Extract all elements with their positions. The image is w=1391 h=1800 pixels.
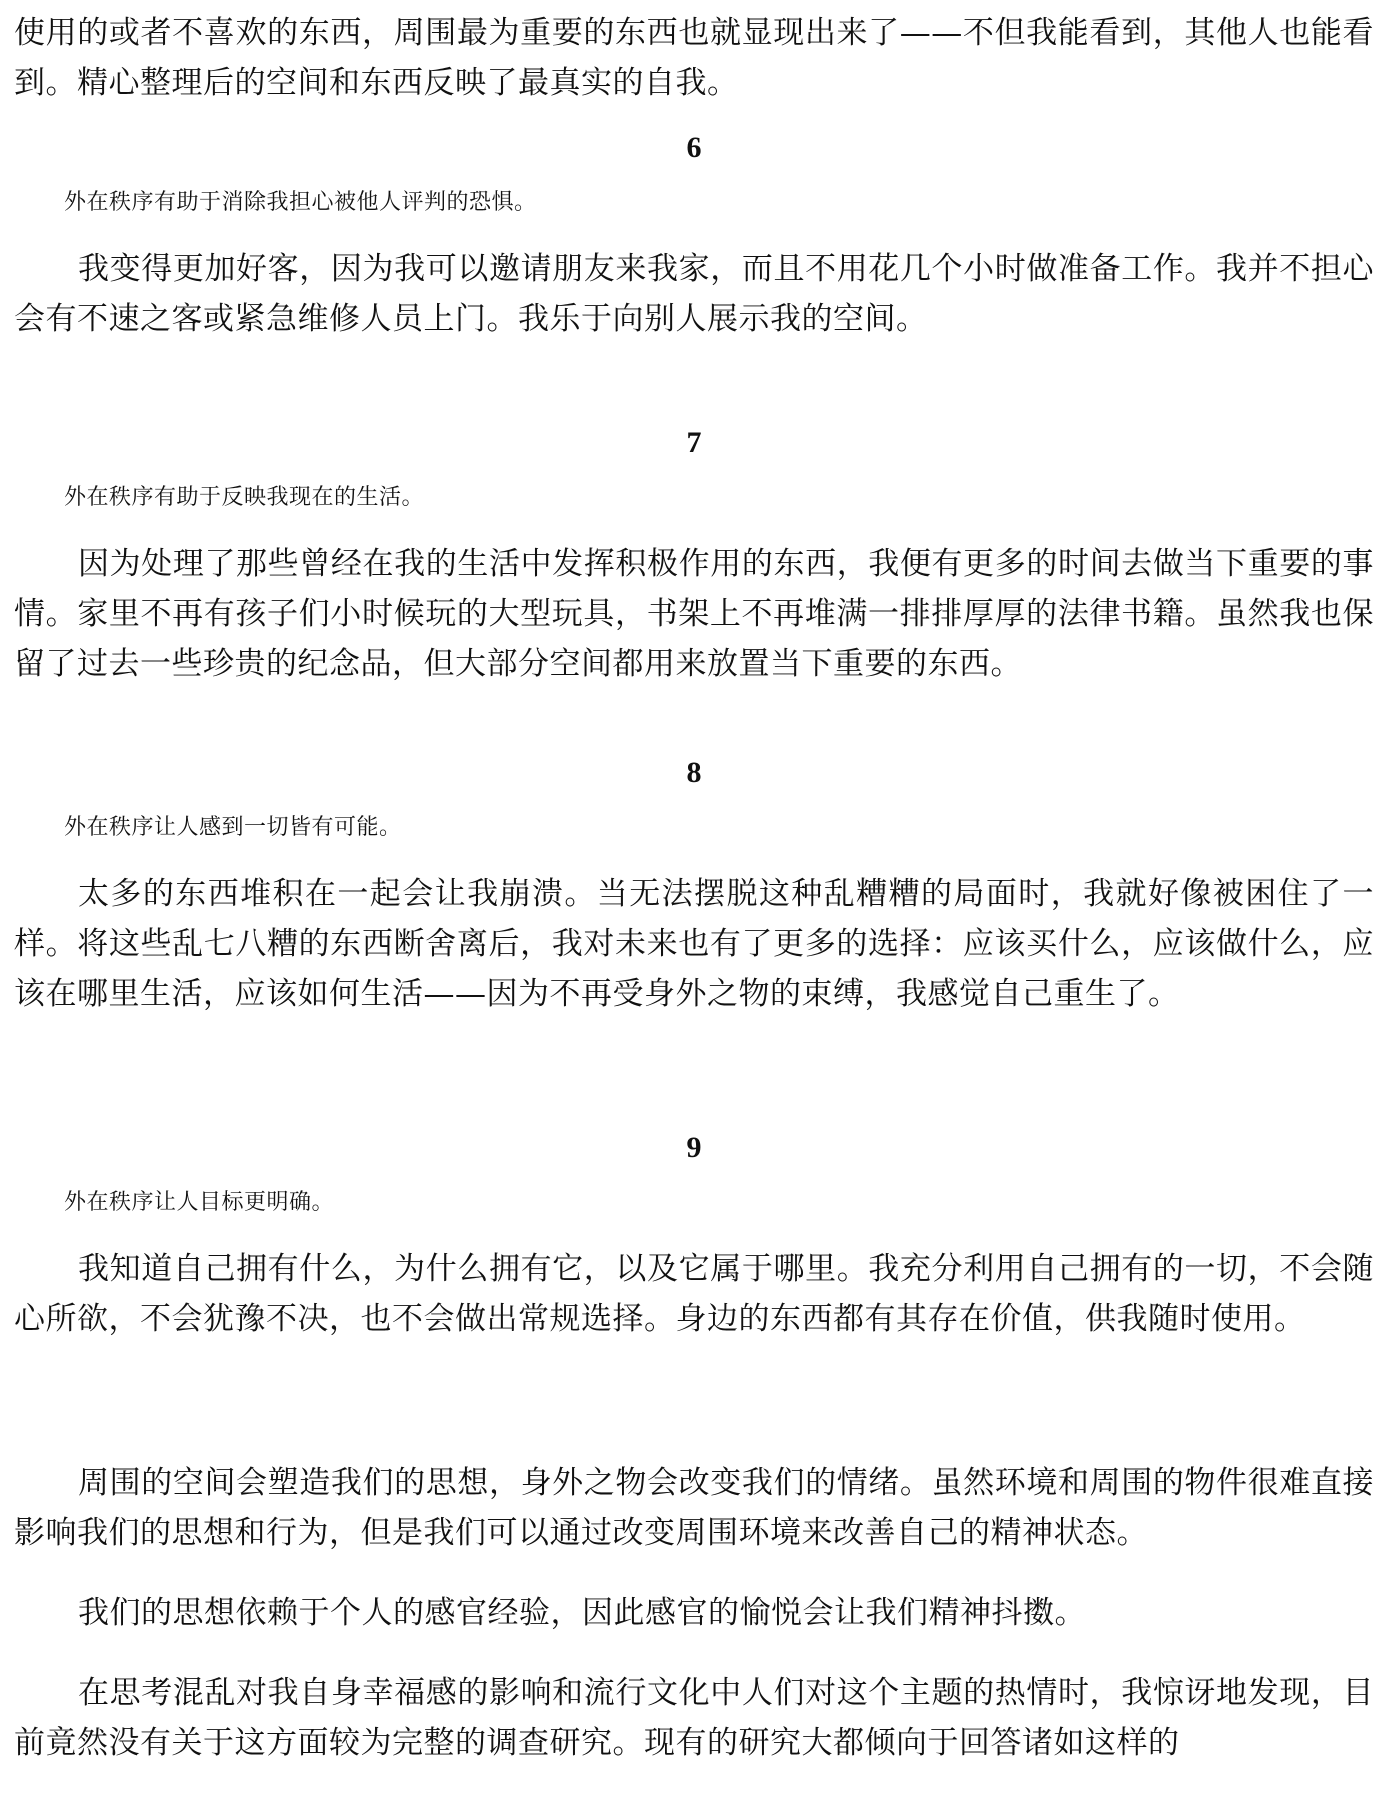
document-page (14, 0, 1374, 1800)
section-subtitle: 外在秩序让人目标更明确。 (64, 1190, 335, 1215)
section-body: 我变得更加好客，因为我可以邀请朋友来我家，而且不用花几个小时做准备工作。我并不担心会有不速之客或紧急维修人员上门。我乐于向别人展示我的空间。 (14, 251, 1374, 337)
closing-paragraph-2-block (14, 1588, 1374, 1638)
section-6 (14, 128, 1374, 344)
opening-paragraph: 使用的或者不喜欢的东西，周围最为重要的东西也就显现出来了——不但我能看到，其他人也能看到。精心整理后的空间和东西反映了最真实的自我。 (14, 15, 1374, 101)
section-body: 我知道自己拥有什么，为什么拥有它，以及它属于哪里。我充分利用自己拥有的一切，不会随心所欲，不会犹豫不决，也不会做出常规选择。身边的东西都有其存在价值，供我随时使用。 (14, 1251, 1374, 1337)
section-body: 因为处理了那些曾经在我的生活中发挥积极作用的东西，我便有更多的时间去做当下重要的事情。家里不再有孩子们小时候玩的大型玩具，书架上不再堆满一排排厚厚的法律书籍。虽然我也保留了过去一些珍贵的纪念品，但大部分空间都用来放置当下重要的东西。 (14, 546, 1374, 682)
opening-block (14, 8, 1374, 108)
section-number: 7 (686, 426, 702, 459)
closing-paragraph: 我们的思想依赖于个人的感官经验，因此感官的愉悦会让我们精神抖擞。 (78, 1595, 1086, 1631)
section-body: 太多的东西堆积在一起会让我崩溃。当无法摆脱这种乱糟糟的局面时，我就好像被困住了一样。将这些乱七八糟的东西断舍离后，我对未来也有了更多的选择：应该买什么，应该做什么，应该在哪里生活，应该如何生活——因为不再受身外之物的束缚，我感觉自己重生了。 (14, 876, 1374, 1012)
closing-paragraph-3-block (14, 1668, 1374, 1768)
section-9 (14, 1128, 1374, 1344)
section-number: 8 (686, 756, 702, 789)
closing-paragraph: 在思考混乱对我自身幸福感的影响和流行文化中人们对这个主题的热情时，我惊讶地发现，目前竟然没有关于这方面较为完整的调查研究。现有的研究大都倾向于回答诸如这样的 (14, 1675, 1374, 1761)
section-8 (14, 753, 1374, 1019)
section-subtitle: 外在秩序让人感到一切皆有可能。 (64, 815, 402, 840)
section-number: 9 (686, 1131, 702, 1164)
closing-paragraph: 周围的空间会塑造我们的思想，身外之物会改变我们的情绪。虽然环境和周围的物件很难直接影响我们的思想和行为，但是我们可以通过改变周围环境来改善自己的精神状态。 (14, 1465, 1374, 1551)
section-subtitle: 外在秩序有助于反映我现在的生活。 (64, 485, 425, 510)
section-number: 6 (686, 131, 702, 164)
section-7 (14, 423, 1374, 689)
closing-paragraph-1-block (14, 1458, 1374, 1558)
section-subtitle: 外在秩序有助于消除我担心被他人评判的恐惧。 (64, 190, 537, 215)
